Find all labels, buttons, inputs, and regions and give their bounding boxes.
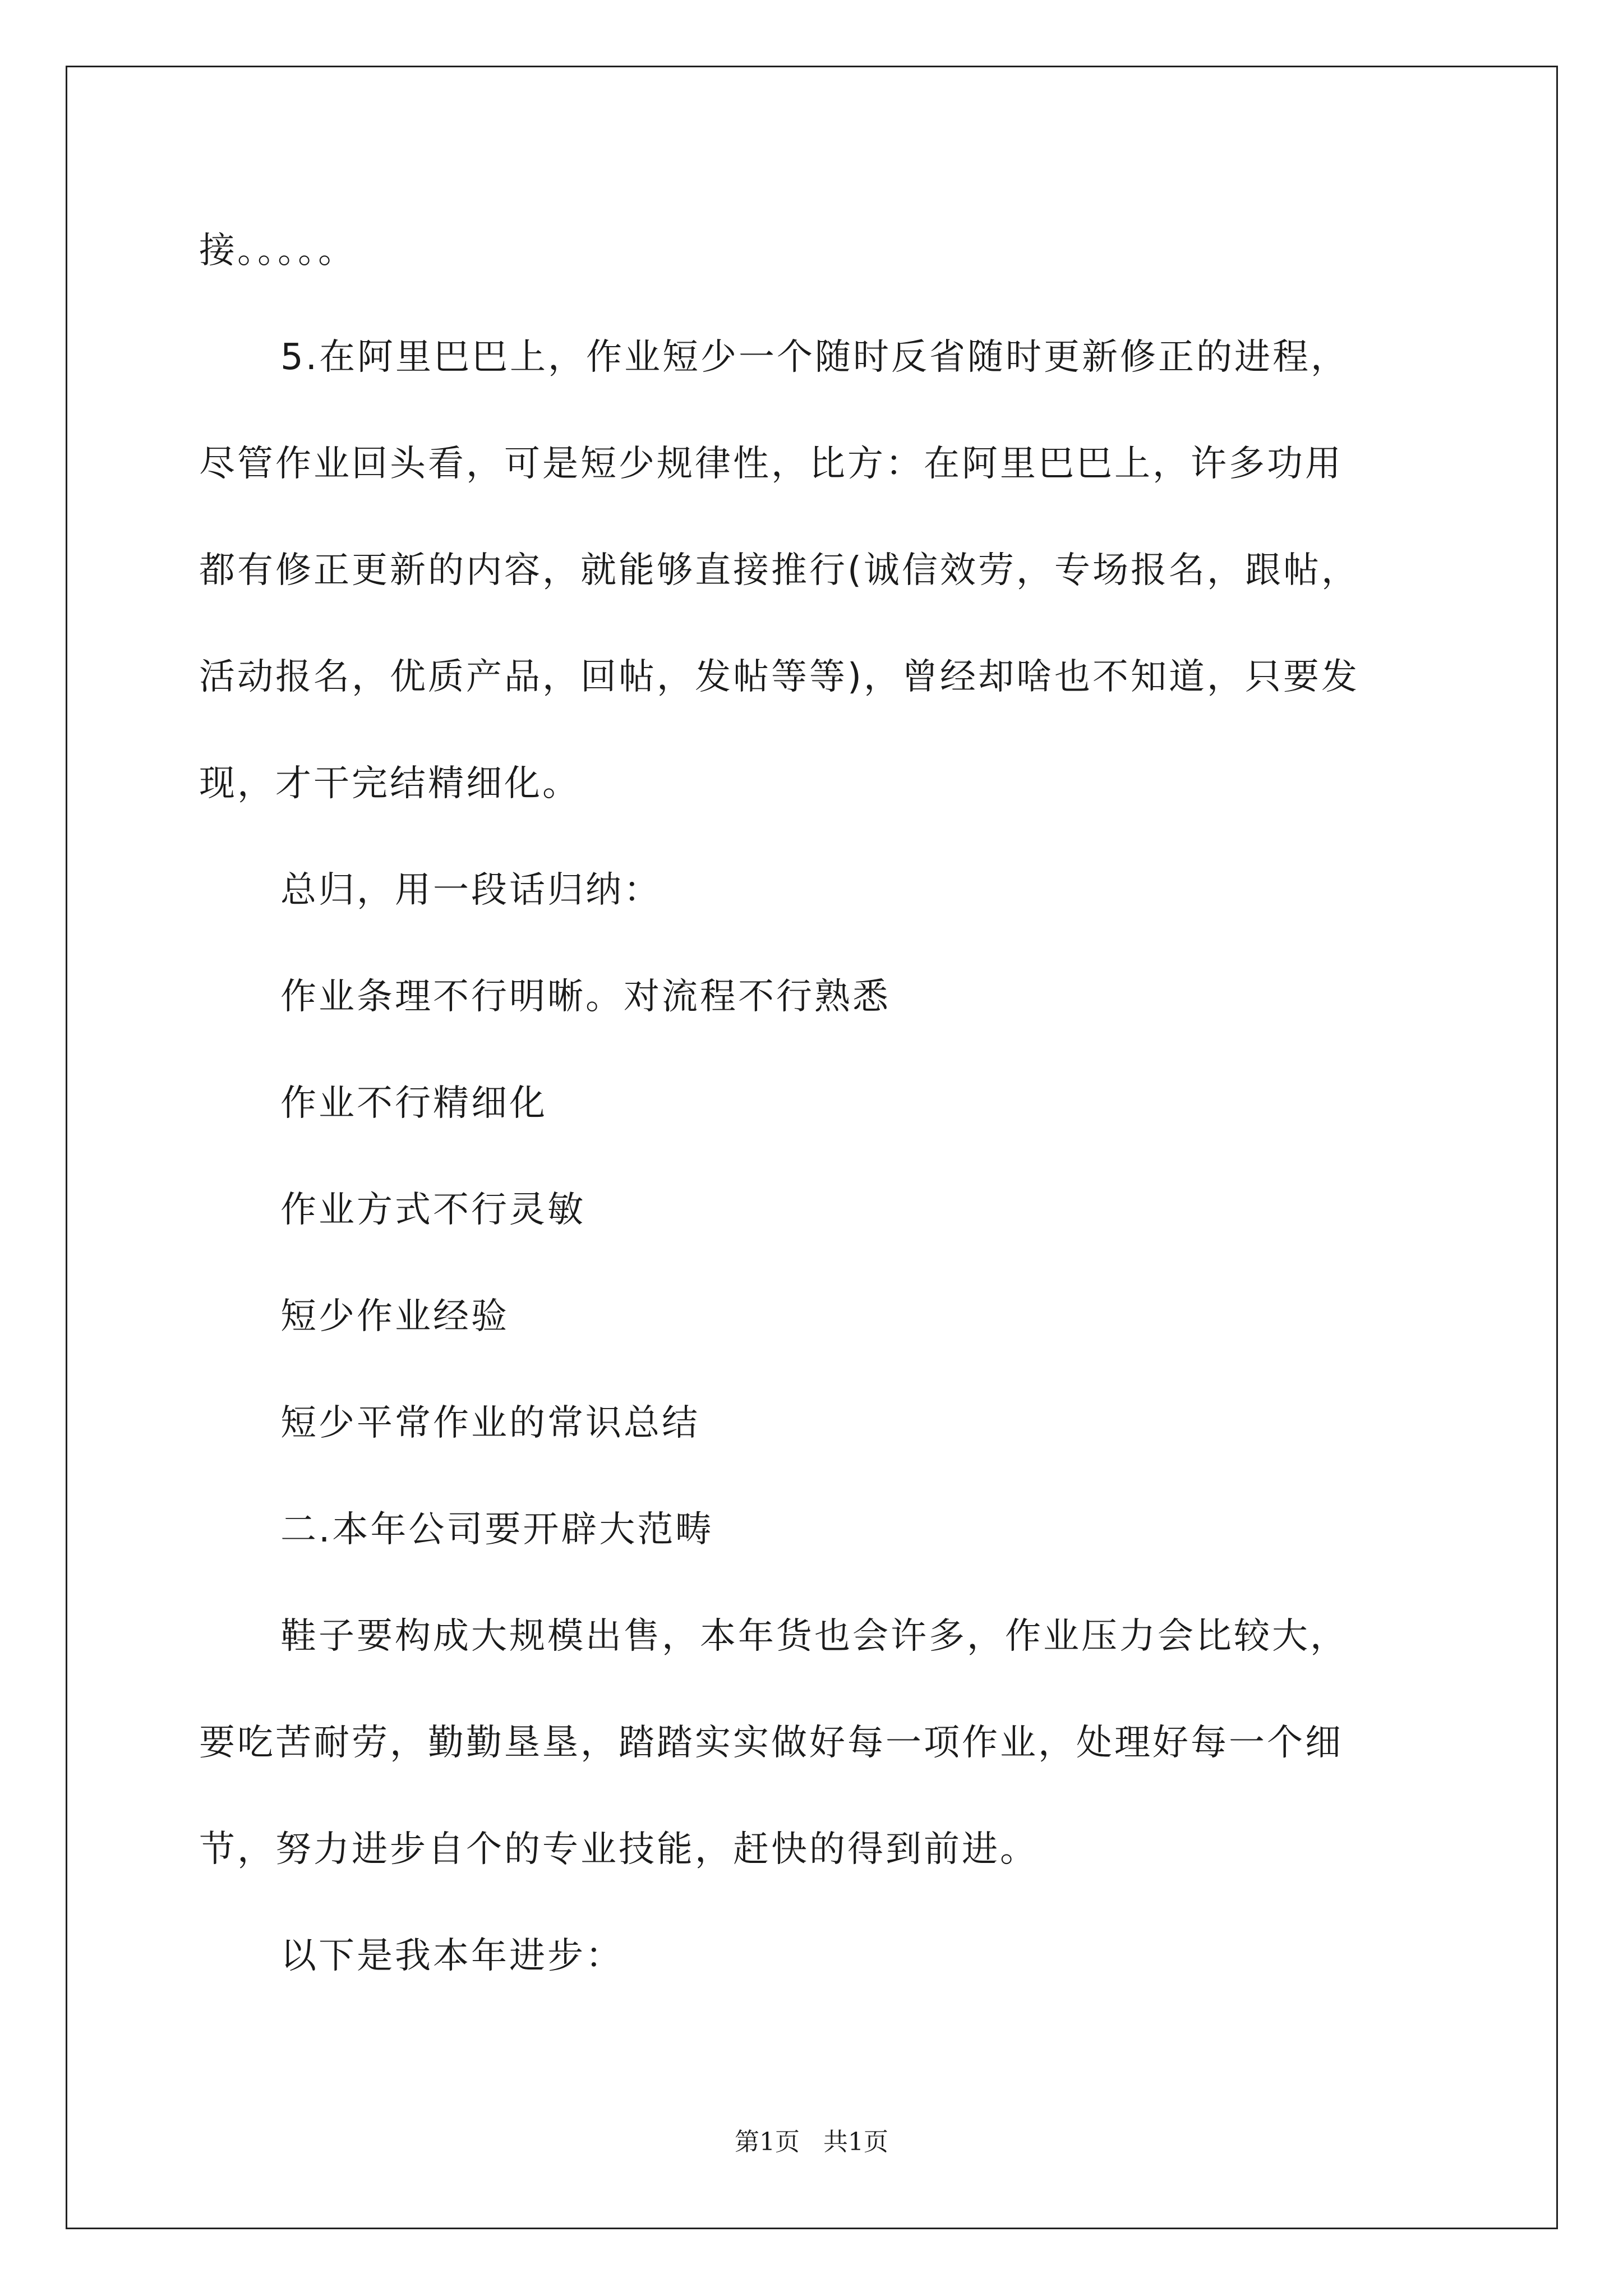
page-border (66, 66, 1558, 2229)
text-line-13: 二.本年公司要开辟大范畴 (280, 1509, 714, 1550)
text-line-6: 现，才干完结精细化。 (199, 763, 580, 804)
text-line-11: 短少作业经验 (280, 1296, 509, 1337)
text-line-5: 活动报名，优质产品，回帖，发帖等等)，曾经却啥也不知道，只要发 (199, 656, 1359, 698)
text-line-14: 鞋子要构成大规模出售，本年货也会许多，作业压力会比较大， (280, 1616, 1348, 1657)
text-line-15: 要吃苦耐劳，勤勤垦垦，踏踏实实做好每一项作业，处理好每一个细 (199, 1722, 1343, 1764)
text-line-3: 尽管作业回头看，可是短少规律性，比方：在阿里巴巴上，许多功用 (199, 443, 1343, 485)
text-line-16: 节，努力进步自个的专业技能，赶快的得到前进。 (199, 1829, 1038, 1870)
text-line-10: 作业方式不行灵敏 (280, 1189, 585, 1231)
text-line-8: 作业条理不行明晰。对流程不行熟悉 (280, 976, 891, 1018)
text-line-4: 都有修正更新的内容，就能够直接推行(诚信效劳，专场报名，跟帖， (199, 550, 1359, 591)
text-line-17: 以下是我本年进步： (280, 1935, 624, 1977)
text-line-7: 总归，用一段话归纳： (280, 869, 662, 911)
text-line-12: 短少平常作业的常识总结 (280, 1402, 700, 1444)
text-line-1: 接。。。。。 (199, 230, 356, 272)
text-line-9: 作业不行精细化 (280, 1083, 547, 1124)
text-line-2: 5.在阿里巴巴上，作业短少一个随时反省随时更新修正的进程， (280, 337, 1349, 378)
page-footer: 第1页 共1页 (735, 2128, 888, 2156)
